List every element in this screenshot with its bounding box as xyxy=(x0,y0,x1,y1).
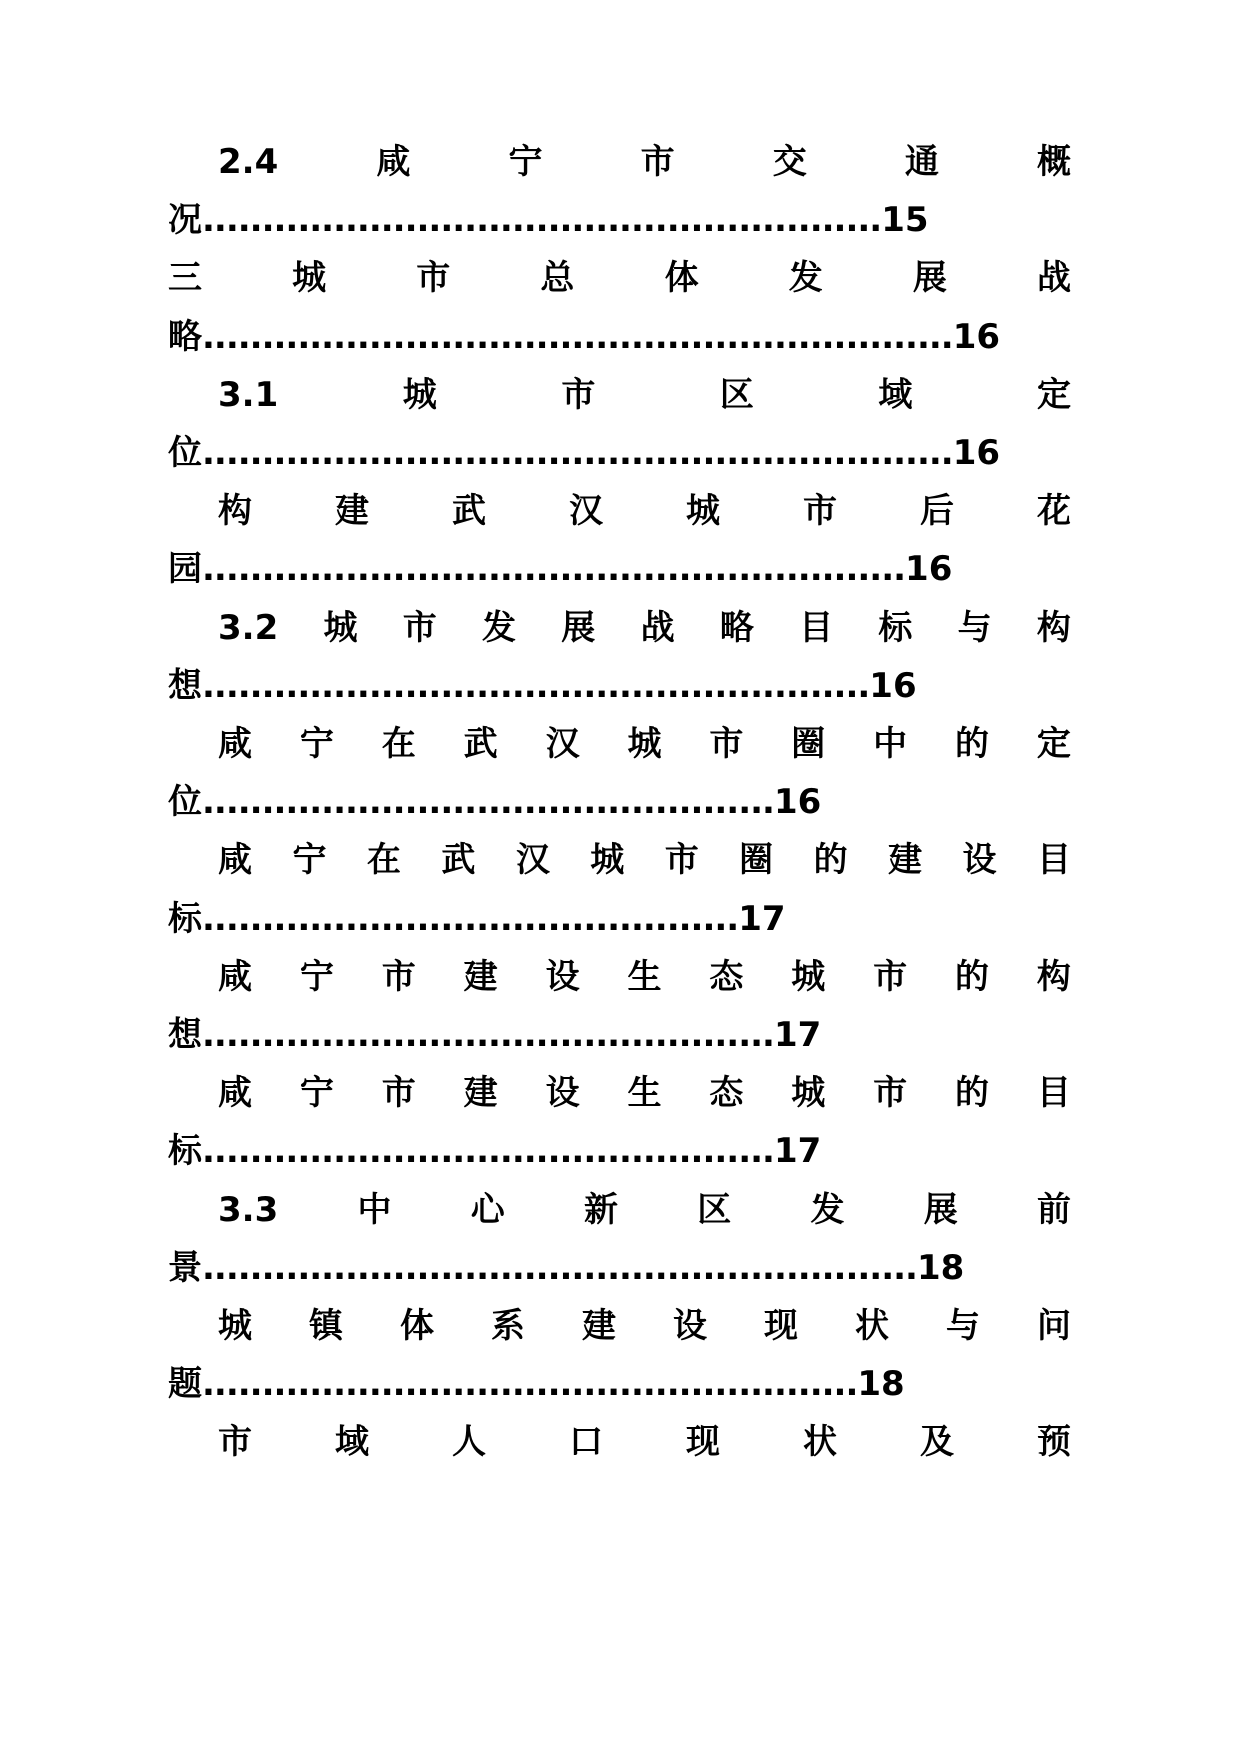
toc-entry-char: 建 xyxy=(888,840,923,880)
toc-leader-dots: ............................................................ xyxy=(202,1248,917,1288)
toc-entry-char: 域 xyxy=(335,1422,369,1462)
toc-entry-char: 宁 xyxy=(508,142,543,182)
toc-entry-char: 发 xyxy=(810,1190,845,1230)
toc-entry-leader-line[interactable] xyxy=(168,197,1071,243)
toc-entry-char: 心 xyxy=(470,1190,505,1230)
toc-entry-char: 概 xyxy=(1036,142,1071,182)
toc-entry-char: 展 xyxy=(561,608,596,648)
toc-entry-tail: 位 xyxy=(168,782,202,822)
toc-entry-char: 后 xyxy=(920,491,954,531)
toc-entry-tail: 想 xyxy=(168,666,202,706)
toc-entry-char: 与 xyxy=(946,1306,980,1346)
toc-entry-leader-line[interactable] xyxy=(168,1012,1071,1058)
toc-entry-leader-line[interactable] xyxy=(168,430,1071,476)
toc-leader-dots: ............................................. xyxy=(202,899,739,939)
toc-entry-char: 展 xyxy=(923,1190,958,1230)
toc-entry-char: 系 xyxy=(491,1306,525,1346)
toc-entry-tail: 标 xyxy=(168,899,202,939)
toc-entry-char: 区 xyxy=(697,1190,732,1230)
toc-entry-char: 城 xyxy=(686,491,720,531)
toc-entry-char: 城 xyxy=(402,375,437,415)
toc-page-number: 15 xyxy=(881,200,929,240)
toc-entry-char: 现 xyxy=(686,1422,720,1462)
toc-entry-char: 镇 xyxy=(309,1306,343,1346)
toc-entry-tail: 位 xyxy=(168,433,202,473)
toc-entry-char: 设 xyxy=(545,957,580,997)
toc-entry-heading[interactable] xyxy=(218,1070,1071,1116)
toc-entry-leader-line[interactable] xyxy=(168,1245,1071,1291)
toc-entry-char: 市 xyxy=(218,1422,252,1462)
toc-entry-char: 预 xyxy=(1037,1422,1071,1462)
toc-entry-leader-line[interactable] xyxy=(168,1128,1071,1174)
toc-leader-dots: ........................................................... xyxy=(202,549,906,589)
toc-entry-char: 城 xyxy=(590,840,625,880)
toc-entry-char: 在 xyxy=(381,724,416,764)
toc-entry-leader-line[interactable] xyxy=(168,779,1071,825)
toc-leader-dots: ................................................ xyxy=(202,782,774,822)
toc-entry-heading[interactable] xyxy=(218,721,1071,767)
toc-entry-leader-line[interactable] xyxy=(168,663,1071,709)
toc-entry-char: 圈 xyxy=(791,724,826,764)
toc-entry-number: 三 xyxy=(168,258,202,298)
toc-entry-char: 定 xyxy=(1036,375,1071,415)
toc-entry-char: 态 xyxy=(709,1073,744,1113)
toc-entry-heading[interactable] xyxy=(218,1419,1071,1465)
toc-entry-char: 人 xyxy=(452,1422,486,1462)
toc-entry-char: 前 xyxy=(1036,1190,1071,1230)
toc-entry-char: 城 xyxy=(791,957,826,997)
toc-entry-char: 宁 xyxy=(299,724,334,764)
toc-entry-char: 目 xyxy=(1036,1073,1071,1113)
toc-entry-char: 总 xyxy=(540,258,575,298)
toc-entry-char: 构 xyxy=(1036,957,1071,997)
toc-entry-char: 设 xyxy=(545,1073,580,1113)
toc-entry-tail: 略 xyxy=(168,317,202,357)
toc-entry-char: 中 xyxy=(873,724,908,764)
toc-entry-char: 状 xyxy=(803,1422,837,1462)
toc-entry-char: 口 xyxy=(569,1422,603,1462)
toc-entry-char: 构 xyxy=(218,491,252,531)
toc-entry-char: 战 xyxy=(640,608,675,648)
toc-leader-dots: ........................................................ xyxy=(202,666,870,706)
toc-entry-char: 城 xyxy=(218,1306,252,1346)
toc-entry-char: 建 xyxy=(582,1306,616,1346)
toc-entry-number: 3.2 xyxy=(218,608,279,648)
toc-entry-char: 武 xyxy=(463,724,498,764)
toc-entry-char: 汉 xyxy=(545,724,580,764)
toc-page-number: 17 xyxy=(773,1131,822,1171)
toc-entry-char: 建 xyxy=(335,491,369,531)
toc-entry-char: 展 xyxy=(912,258,947,298)
toc-entry-leader-line[interactable] xyxy=(168,546,1071,592)
toc-entry-heading[interactable] xyxy=(218,605,1071,651)
toc-entry-tail: 题 xyxy=(168,1364,202,1404)
toc-entry-char: 市 xyxy=(381,1073,416,1113)
toc-entry-tail: 园 xyxy=(168,549,202,589)
toc-entry-char: 城 xyxy=(292,258,327,298)
toc-entry-char: 圈 xyxy=(739,840,774,880)
toc-entry-char: 体 xyxy=(664,258,699,298)
toc-entry-char: 建 xyxy=(463,957,498,997)
toc-entry-char: 状 xyxy=(855,1306,889,1346)
toc-page-number: 16 xyxy=(905,549,953,589)
toc-entry-char: 城 xyxy=(791,1073,826,1113)
toc-entry-char: 域 xyxy=(878,375,913,415)
toc-entry-char: 咸 xyxy=(218,840,252,880)
toc-entry-char: 的 xyxy=(813,840,848,880)
toc-entry-leader-line[interactable] xyxy=(168,314,1071,360)
toc-entry-char: 生 xyxy=(627,1073,662,1113)
toc-page-number: 17 xyxy=(738,899,786,939)
toc-entry-heading[interactable] xyxy=(218,954,1071,1000)
toc-entry-char: 市 xyxy=(416,258,451,298)
toc-entry-char: 略 xyxy=(719,608,754,648)
toc-entry-heading[interactable] xyxy=(218,1187,1071,1233)
toc-entry-char: 市 xyxy=(381,957,416,997)
toc-entry-char: 市 xyxy=(709,724,744,764)
toc-entry-char: 市 xyxy=(402,608,437,648)
toc-entry-leader-line[interactable] xyxy=(168,896,1071,942)
toc-entry-char: 宁 xyxy=(299,1073,334,1113)
toc-entry-char: 花 xyxy=(1037,491,1071,531)
toc-page-number: 16 xyxy=(952,317,1001,357)
toc-entry-char: 发 xyxy=(788,258,823,298)
toc-entry-char: 定 xyxy=(1036,724,1071,764)
toc-entry-char: 目 xyxy=(799,608,834,648)
toc-entry-char: 汉 xyxy=(569,491,603,531)
toc-entry-char: 态 xyxy=(709,957,744,997)
toc-leader-dots: ....................................................... xyxy=(202,1364,858,1404)
toc-entry-char: 问 xyxy=(1037,1306,1071,1346)
toc-entry-char: 咸 xyxy=(376,142,411,182)
toc-entry-char: 武 xyxy=(441,840,476,880)
toc-entry-char: 区 xyxy=(719,375,754,415)
toc-entry-number: 2.4 xyxy=(218,142,279,182)
toc-entry-tail: 想 xyxy=(168,1015,202,1055)
toc-entry-char: 市 xyxy=(664,840,699,880)
toc-entry-char: 与 xyxy=(957,608,992,648)
toc-entry-char: 宁 xyxy=(299,957,334,997)
toc-entry-char: 目 xyxy=(1036,840,1071,880)
toc-entry-char: 咸 xyxy=(218,1073,252,1113)
toc-entry-char: 市 xyxy=(873,1073,908,1113)
toc-entry-char: 及 xyxy=(920,1422,954,1462)
toc-entry-number: 3.1 xyxy=(218,375,279,415)
toc-leader-dots: ............................................................... xyxy=(202,433,953,473)
toc-entry-char: 通 xyxy=(904,142,939,182)
toc-entry-char: 设 xyxy=(673,1306,707,1346)
toc-entry-char: 咸 xyxy=(218,957,252,997)
toc-entry-heading[interactable] xyxy=(218,837,1071,883)
toc-entry-char: 市 xyxy=(873,957,908,997)
toc-entry-char: 市 xyxy=(640,142,675,182)
toc-entry-char: 发 xyxy=(482,608,517,648)
toc-entry-char: 标 xyxy=(878,608,913,648)
toc-page-number: 18 xyxy=(857,1364,905,1404)
toc-entry-heading[interactable] xyxy=(218,139,1071,185)
toc-entry-heading[interactable] xyxy=(218,1303,1071,1349)
toc-entry-char: 交 xyxy=(772,142,807,182)
toc-entry-heading[interactable] xyxy=(168,255,1071,301)
toc-entry-char: 生 xyxy=(627,957,662,997)
toc-entry-char: 设 xyxy=(962,840,997,880)
toc-entry-char: 的 xyxy=(955,724,990,764)
toc-entry-char: 战 xyxy=(1036,258,1071,298)
toc-entry-heading[interactable] xyxy=(218,372,1071,418)
toc-entry-char: 体 xyxy=(400,1306,434,1346)
toc-page-number: 16 xyxy=(952,433,1001,473)
toc-entry-char: 城 xyxy=(323,608,358,648)
toc-entry-tail: 标 xyxy=(168,1131,202,1171)
toc-entry-char: 汉 xyxy=(515,840,550,880)
toc-page-number: 16 xyxy=(869,666,917,706)
toc-entry-char: 市 xyxy=(803,491,837,531)
toc-entry-char: 构 xyxy=(1036,608,1071,648)
toc-entry-char: 咸 xyxy=(218,724,252,764)
toc-page-number: 18 xyxy=(916,1248,965,1288)
toc-entry-heading[interactable] xyxy=(218,488,1071,534)
toc-page-number: 17 xyxy=(773,1015,822,1055)
toc-entry-char: 的 xyxy=(955,1073,990,1113)
toc-entry-number: 3.3 xyxy=(218,1190,279,1230)
toc-entry-char: 的 xyxy=(955,957,990,997)
toc-leader-dots: ................................................ xyxy=(202,1131,774,1171)
toc-entry-char: 宁 xyxy=(292,840,327,880)
toc-entry-tail: 景 xyxy=(168,1248,202,1288)
toc-entry-char: 建 xyxy=(463,1073,498,1113)
toc-entry-char: 新 xyxy=(583,1190,618,1230)
toc-entry-char: 城 xyxy=(627,724,662,764)
toc-entry-char: 武 xyxy=(452,491,486,531)
toc-entry-char: 现 xyxy=(764,1306,798,1346)
toc-leader-dots: ............................................................... xyxy=(202,317,953,357)
toc-entry-leader-line[interactable] xyxy=(168,1361,1071,1407)
toc-leader-dots: ......................................................... xyxy=(202,200,882,240)
toc-leader-dots: ................................................ xyxy=(202,1015,774,1055)
toc-entry-char: 中 xyxy=(357,1190,392,1230)
toc-entry-char: 市 xyxy=(561,375,596,415)
toc-entry-char: 在 xyxy=(366,840,401,880)
toc-entry-tail: 况 xyxy=(168,200,202,240)
toc-page-number: 16 xyxy=(773,782,822,822)
